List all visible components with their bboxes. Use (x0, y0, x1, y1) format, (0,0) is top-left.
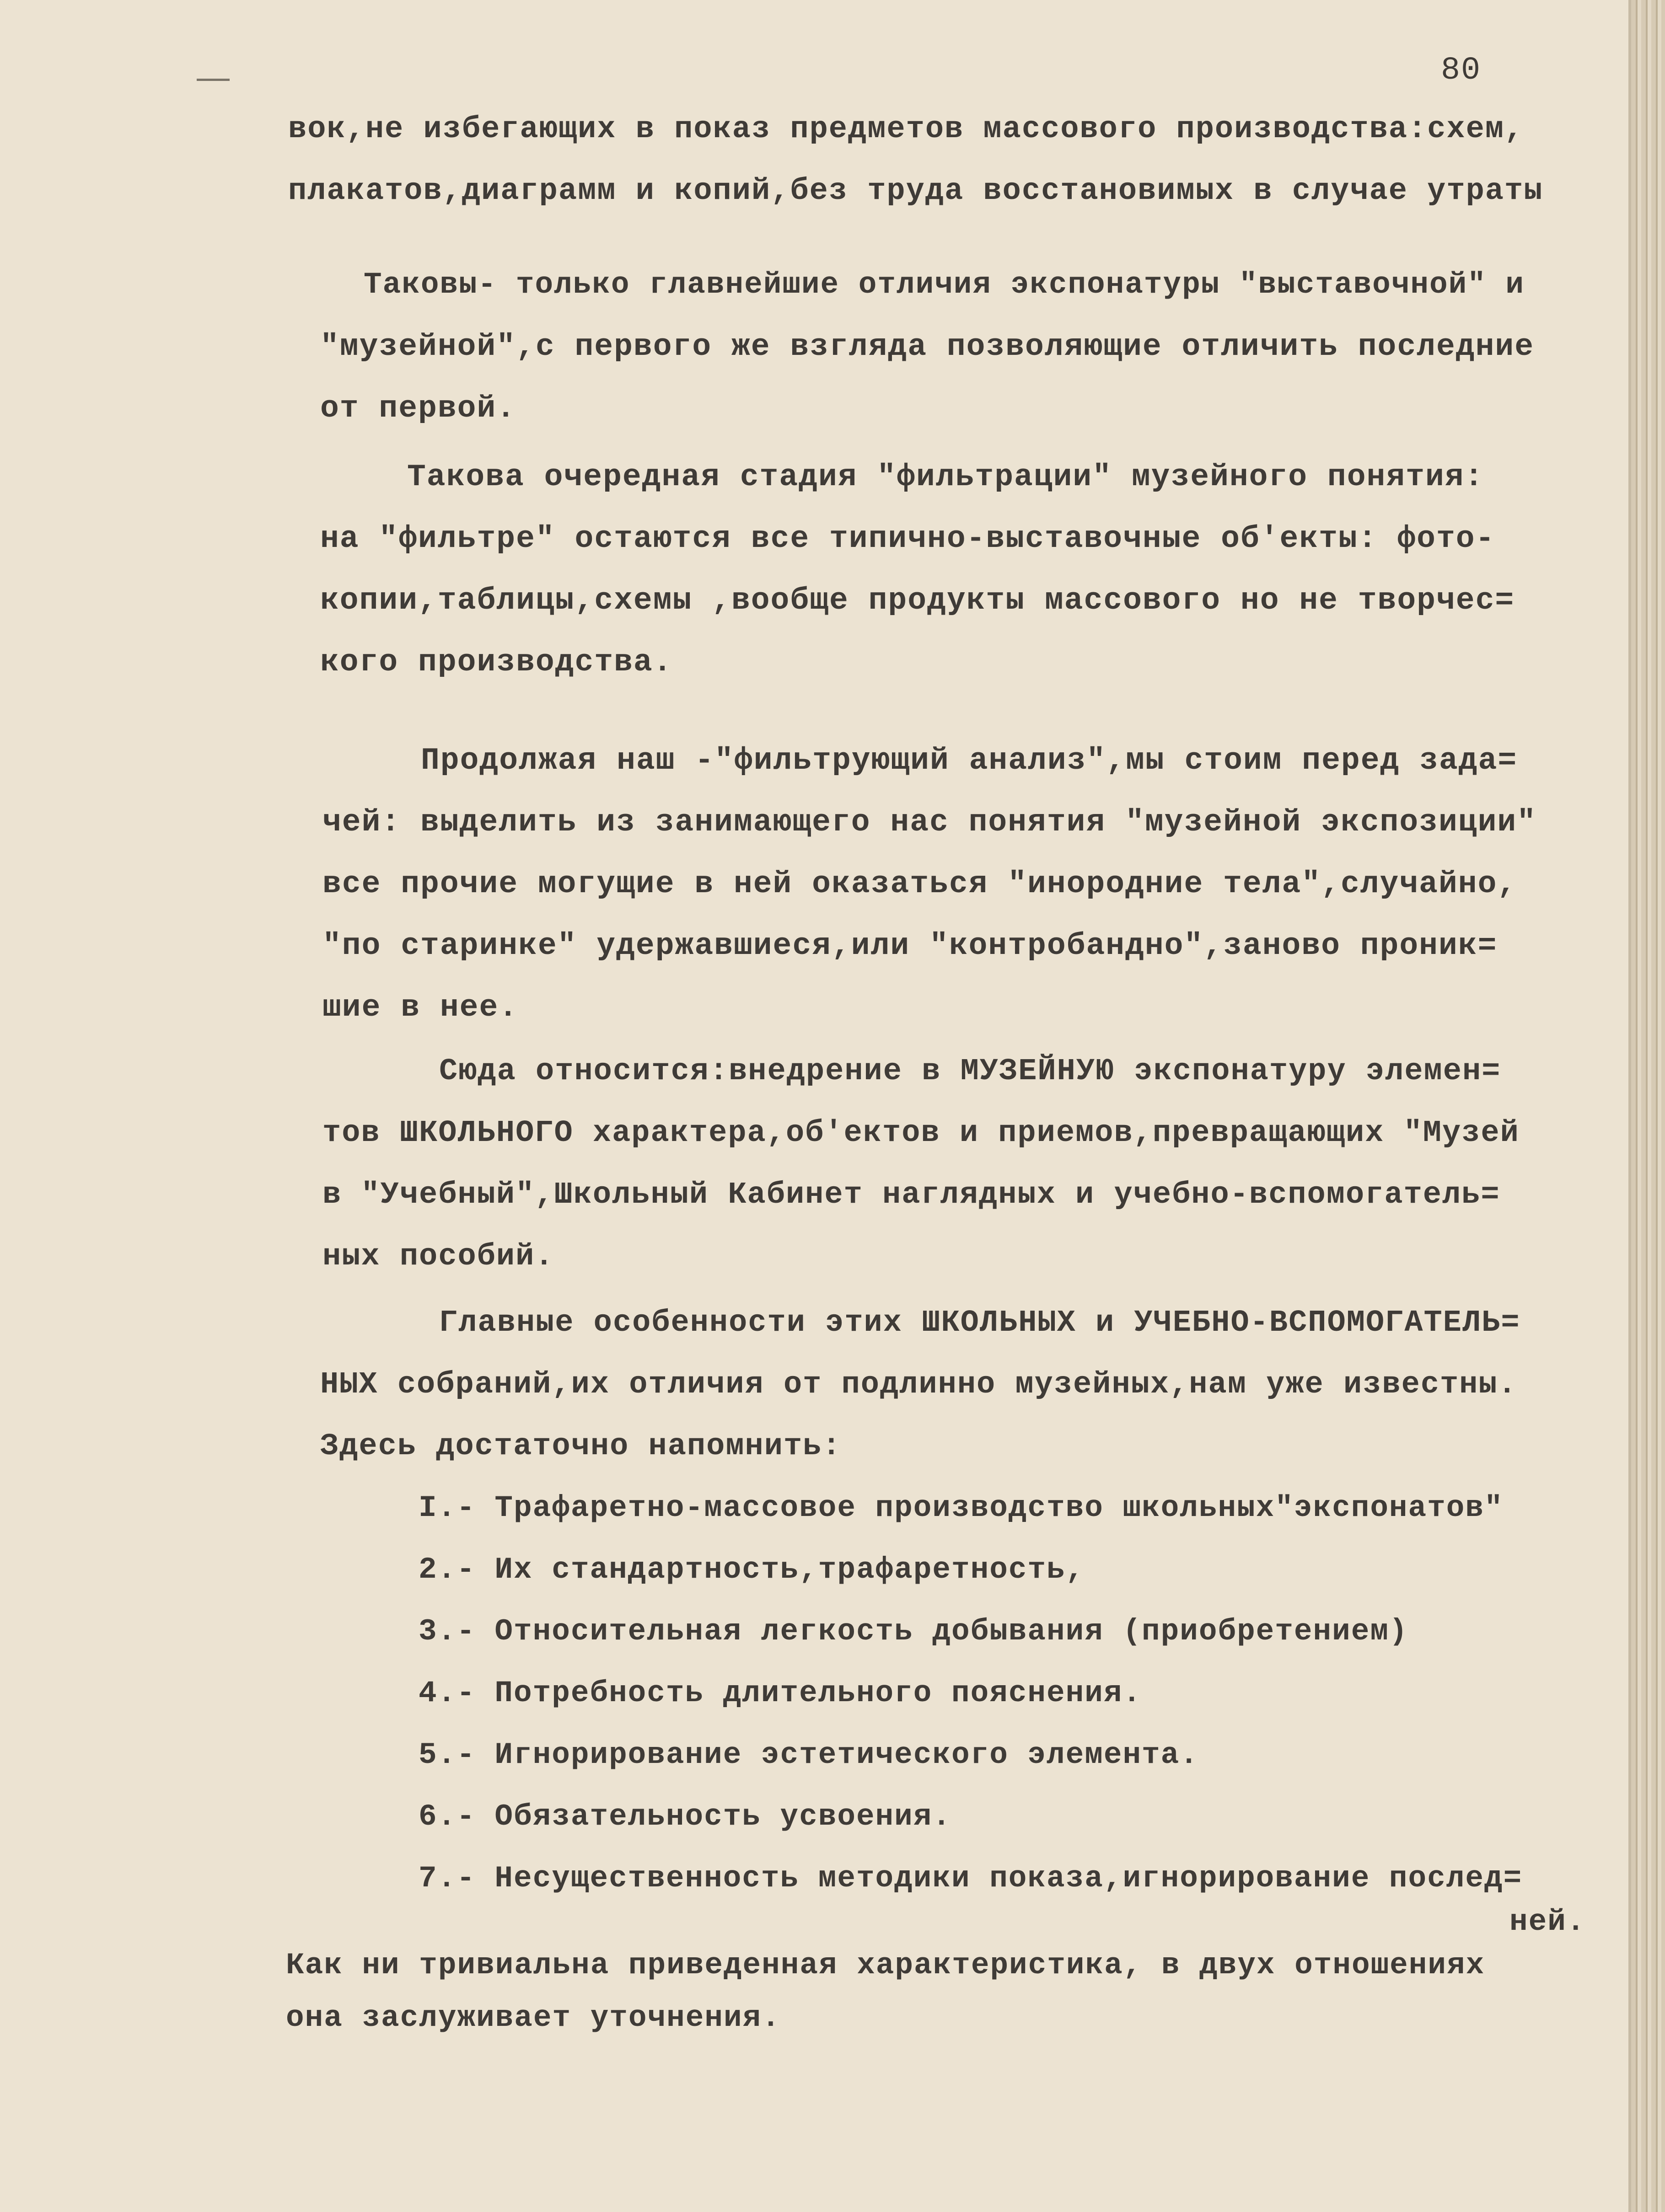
text-line: шие в нее. (322, 990, 519, 1025)
list-item-7: 7.- Несущественность методики показа,игнорирование послед= (419, 1861, 1523, 1896)
text-line: тов ШКОЛЬНОГО характера,об'ектов и приемов,превращающих "Музей (322, 1116, 1520, 1151)
text-line: НЫХ собраний,их отличия от подлинно музейных,нам уже известны. (320, 1367, 1517, 1402)
list-item-2: 2.- Их стандартность,трафаретность, (419, 1553, 1085, 1587)
margin-mark (197, 79, 230, 81)
text-line: "музейной",с первого же взгляда позволяющие отличить последние (320, 329, 1535, 364)
list-item-5: 5.- Игнорирование эстетического элемента. (419, 1738, 1199, 1772)
text-line: "по старинке" удержавшиеся,или "контробандно",заново проник= (322, 928, 1498, 964)
text-line: Продолжая наш -"фильтрующий анализ",мы стоим перед зада= (421, 743, 1518, 778)
list-item-6: 6.- Обязательность усвоения. (419, 1800, 951, 1834)
text-line: кого производства. (320, 645, 673, 680)
text-line: Главные особенности этих ШКОЛЬНЫХ и УЧЕБНО-ВСПОМОГАТЕЛЬ= (439, 1306, 1520, 1340)
text-line: Таковы- только главнейшие отличия экспонатуры "выставочной" и (364, 268, 1525, 302)
text-line: копии,таблицы,схемы ,вообще продукты массового но не творчес= (320, 583, 1515, 618)
text-line: плакатов,диаграмм и копий,без труда восстановимых в случае утраты (288, 174, 1543, 209)
text-line: ных пособий. (322, 1239, 554, 1274)
page-number: 80 (1441, 53, 1482, 89)
text-line: Как ни тривиальна приведенная характеристика, в двух отношениях (286, 1948, 1485, 1982)
list-item-3: 3.- Относительная легкость добывания (приобретением) (419, 1614, 1408, 1649)
list-item-7-continuation: ней. (1509, 1905, 1586, 1939)
text-line: Здесь достаточно напомнить: (320, 1429, 842, 1464)
list-item-4: 4.- Потребность длительного пояснения. (419, 1676, 1142, 1710)
text-line: от первой. (320, 391, 516, 426)
text-line: чей: выделить из занимающего нас понятия "музейной экспозиции" (322, 805, 1537, 840)
text-line: она заслуживает уточнения. (286, 2001, 781, 2035)
text-line: в "Учебный",Школьный Кабинет наглядных и учебно-вспомогатель= (322, 1178, 1500, 1212)
list-item-1: I.- Трафаретно-массовое производство школьных"экспонатов" (419, 1491, 1504, 1525)
text-line: Такова очередная стадия "фильтрации" музейного понятия: (407, 460, 1484, 495)
page-stack-edge (1631, 0, 1665, 2212)
text-line: вок,не избегающих в показ предметов массового производства:схем, (288, 112, 1524, 147)
text-line: на "фильтре" остаются все типично-выставочные об'екты: фото- (320, 521, 1495, 557)
text-line: Сюда относится:внедрение в МУЗЕЙНУЮ экспонатуру элемен= (439, 1054, 1501, 1089)
text-line: все прочие могущие в ней оказаться "инородние тела",случайно, (322, 867, 1517, 902)
